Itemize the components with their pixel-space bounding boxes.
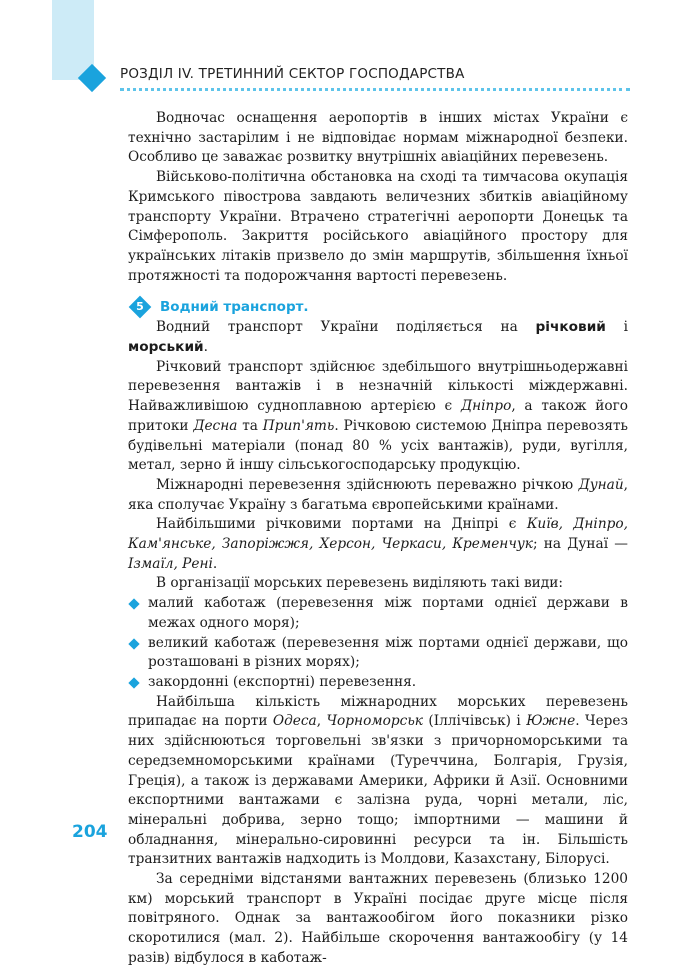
keyword-river: річковий (535, 319, 606, 336)
text-span: , а також його притоки (128, 398, 628, 434)
port-yuzhne: Южне (526, 713, 576, 730)
text-span: та (237, 417, 263, 434)
river-dnipro: Дніпро (460, 398, 512, 415)
list-item-text: великий каботаж (перевезення між портами однієї держави, що розташовані в різних морях); (148, 634, 628, 671)
text-span: Міжнародні перевезення здійснюють переважно річкою (156, 476, 579, 493)
river-transport-paragraph (128, 358, 628, 476)
danube-ports-list: Ізмаїл, Рені (128, 555, 213, 572)
text-span: , яка сполучає Україну з багатьма європейськими країнами. (128, 476, 628, 513)
text-span: . Річковою системою Дніпра перевозять будівельні матеріали (понад 80 % усіх вантажів), руди, вугілля, метал, зерно й іншу сільськогосподарську продукцію. (128, 417, 628, 474)
international-transport-paragraph (128, 476, 628, 515)
bullet-diamond-icon (128, 638, 139, 649)
text-span: . Через них здійснюються торговельні зв'язки з причорноморськими та середземноморськими країнами (Туреччина, Болгарія, Грузія, Греція), а також із державами Америки, Африки й Азії. Основними експортними вантажами є залізна руда, чорні метали, ліс, мінеральні добрива, зерно тощо; імпортними — машини й обладнання, мінерально-сировинні ресурси та ін. Більшість транзитних вантажів надходить із Молдови, Казахстану, Білорусі. (128, 713, 629, 868)
section-number: 5 (136, 300, 144, 314)
port-chornomorsk: Чорноморськ (326, 713, 423, 730)
list-item (128, 673, 628, 693)
sea-transport-types-intro: В організації морських перевезень виділяють такі види: (156, 575, 563, 592)
river-desna: Десна (193, 417, 238, 434)
text-span: ; на Дунаї — (532, 536, 628, 553)
page-number: 204 (72, 822, 108, 842)
river-ports-paragraph (128, 515, 628, 574)
text-span: Водний транспорт України поділяється на (156, 319, 536, 336)
text-span: Найбільша кількість міжнародних морських перевезень припадає на порти (128, 693, 628, 730)
text-span: . (203, 339, 208, 356)
intro-paragraph-2: Військово-політична обстановка на сході та тимчасова окупація Кримського півострова завдають величезних збитків авіаційному транспорту України. Втрачено стратегічні аеропорти Донецьк та Сімферополь. Закриття російського авіаційного простору для українських літаків призвело до змін маршрутів, збільшення їхньої протяжності та подорожчання вартості перевезень. (128, 169, 628, 284)
sea-ports-paragraph (128, 693, 628, 870)
list-item (128, 634, 628, 673)
bullet-diamond-icon (128, 599, 139, 610)
text-span: Річковий транспорт здійснює здебільшого внутрішньодержавні перевезення вантажів і в незначній кількості міждержавні. Найважливішою судноплавною артерією є (128, 358, 628, 415)
distance-paragraph: За середніми відстанями вантажних перевезень (близько 1200 км) морський транспорт в Україні посідає друге місце після повітряного. Однак за вантажообігом його показники різко скоротилися (мал. 2). Найбільше скорочення вантажообігу (у 14 разів) відбулося в каботаж- (128, 871, 628, 966)
bullet-diamond-icon (128, 677, 139, 688)
river-prypiat: Прип'ять (262, 417, 335, 434)
list-item-text: закордонні (експортні) перевезення. (148, 673, 417, 690)
list-item (128, 594, 628, 633)
sea-transport-types-list (128, 594, 628, 693)
river-danube: Дунай (578, 476, 624, 493)
intro-paragraph-1: Водночас оснащення аеропортів в інших містах України є технічно застарілим і не відповідає нормам міжнародної безпеки. Особливо це заважає розвитку внутрішніх авіаційних перевезень. (128, 110, 628, 166)
text-span: Найбільшими річковими портами на Дніпрі є (156, 516, 527, 533)
section-title: Водний транспорт. (160, 299, 309, 316)
text-span: і (605, 319, 629, 336)
dnipro-ports-list: Київ, Дніпро, Кам'янське, Запоріжжя, Херсон, Черкаси, Кременчук (128, 516, 628, 553)
section-heading (128, 298, 628, 318)
list-item-text: малий каботаж (перевезення між портами однієї держави в межах одного моря); (148, 595, 628, 631)
keyword-sea: морський (128, 339, 204, 356)
page-body (128, 109, 628, 969)
text-span: . (212, 555, 218, 572)
port-odesa: Одеса (272, 713, 317, 730)
text-span: , (316, 713, 327, 730)
header-dotted-rule (120, 88, 630, 91)
transport-types-paragraph (128, 318, 628, 357)
text-span: (Іллічівськ) і (422, 713, 527, 730)
running-header-title: РОЗДІЛ IV. ТРЕТИННИЙ СЕКТОР ГОСПОДАРСТВА (120, 66, 465, 82)
